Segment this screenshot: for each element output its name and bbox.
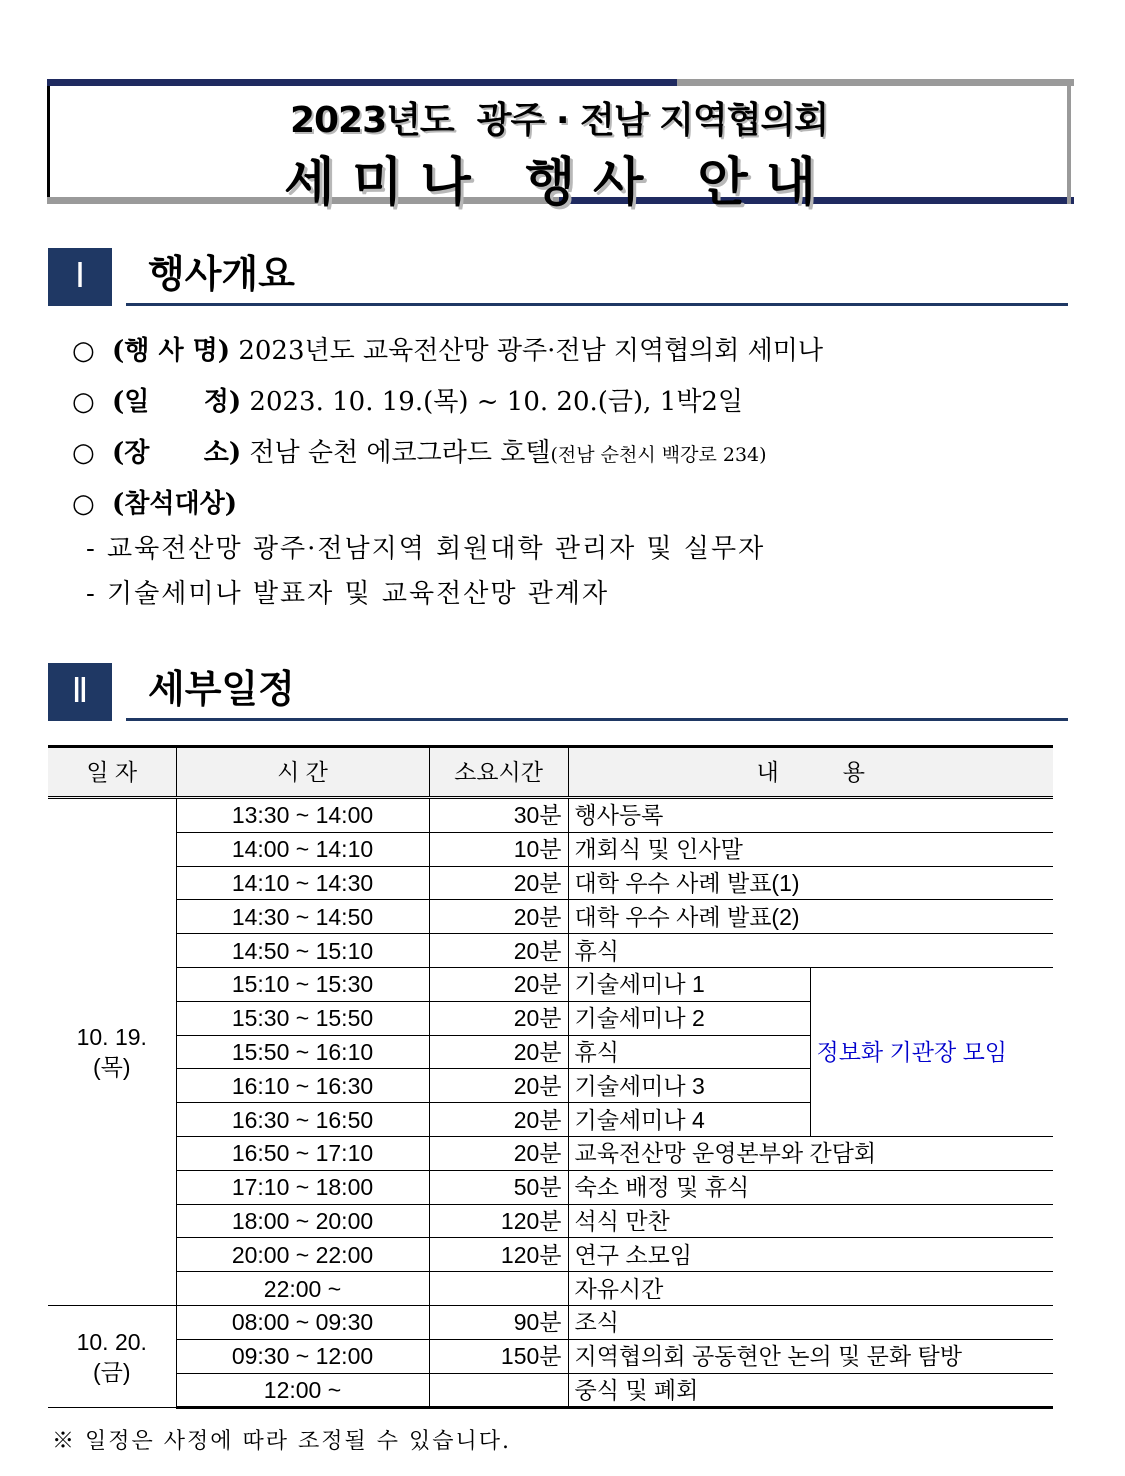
header-time: 시 간	[176, 747, 429, 798]
time-cell: 14:30 ~ 14:50	[176, 900, 429, 934]
target-item: - 기술세미나 발표자 및 교육전산망 관계자	[86, 579, 610, 609]
target-item: - 교육전산망 광주·전남지역 회원대학 관리자 및 실무자	[86, 534, 766, 564]
content-cell: 지역협의회 공동현안 논의 및 문화 탐방	[568, 1339, 1053, 1373]
header-date: 일 자	[48, 747, 176, 798]
time-cell: 15:30 ~ 15:50	[176, 1001, 429, 1035]
table-row	[48, 798, 1053, 833]
content-cell: 휴식	[568, 1035, 810, 1069]
time-cell: 09:30 ~ 12:00	[176, 1339, 429, 1373]
time-cell: 16:10 ~ 16:30	[176, 1069, 429, 1103]
section-title: 행사개요	[148, 252, 295, 296]
time-cell: 17:10 ~ 18:00	[176, 1170, 429, 1204]
overview-event-name: ○ (행 사 명) 2023년도 교육전산망 광주·전남 지역협의회 세미나	[72, 336, 824, 366]
duration-cell	[429, 1272, 568, 1306]
header-content: 내 용	[568, 747, 1053, 798]
content-cell: 연구 소모임	[568, 1238, 1053, 1272]
duration-cell: 20분	[429, 1035, 568, 1069]
section-underline	[126, 718, 1068, 721]
title-line-2: 세미나 행사 안내	[284, 153, 834, 213]
table-row	[48, 832, 1053, 866]
content-cell: 대학 우수 사례 발표(2)	[568, 900, 1053, 934]
footnote: ※ 일정은 사정에 따라 조정될 수 있습니다.	[52, 1429, 511, 1454]
time-cell: 15:50 ~ 16:10	[176, 1035, 429, 1069]
time-cell: 14:00 ~ 14:10	[176, 832, 429, 866]
content-cell: 기술세미나 2	[568, 1001, 810, 1035]
side-note-cell: 정보화 기관장 모임	[810, 967, 1053, 1136]
content-cell: 휴식	[568, 934, 1053, 968]
title-bar-decoration	[47, 79, 677, 86]
duration-cell: 20분	[429, 1069, 568, 1103]
duration-cell: 20분	[429, 1103, 568, 1137]
section-number: Ⅱ	[48, 663, 112, 721]
table-row	[48, 1238, 1053, 1272]
duration-cell: 20분	[429, 866, 568, 900]
date-cell-day2: 10. 20. (금)	[48, 1305, 176, 1407]
table-row	[48, 967, 1053, 1001]
content-cell: 숙소 배정 및 휴식	[568, 1170, 1053, 1204]
duration-cell: 120분	[429, 1204, 568, 1238]
section-underline	[126, 303, 1068, 306]
table-row	[48, 1170, 1053, 1204]
time-cell: 12:00 ~	[176, 1373, 429, 1408]
duration-cell: 120분	[429, 1238, 568, 1272]
time-cell: 14:10 ~ 14:30	[176, 866, 429, 900]
duration-cell: 20분	[429, 934, 568, 968]
content-cell: 기술세미나 1	[568, 967, 810, 1001]
header-duration: 소요시간	[429, 747, 568, 798]
table-row	[48, 1136, 1053, 1170]
time-cell: 18:00 ~ 20:00	[176, 1204, 429, 1238]
duration-cell: 30분	[429, 798, 568, 833]
content-cell: 중식 및 폐회	[568, 1373, 1053, 1408]
duration-cell: 90분	[429, 1305, 568, 1339]
overview-place: ○ (장 소) 전남 순천 에코그라드 호텔(전남 순천시 백강로 234)	[72, 438, 767, 468]
duration-cell: 20분	[429, 1001, 568, 1035]
title-bar-decoration	[677, 79, 1074, 86]
section-number: Ⅰ	[48, 248, 112, 306]
schedule-table	[48, 745, 1053, 1409]
time-cell: 14:50 ~ 15:10	[176, 934, 429, 968]
duration-cell: 150분	[429, 1339, 568, 1373]
time-cell: 20:00 ~ 22:00	[176, 1238, 429, 1272]
content-cell: 석식 만찬	[568, 1204, 1053, 1238]
content-cell: 대학 우수 사례 발표(1)	[568, 866, 1053, 900]
content-cell: 기술세미나 3	[568, 1069, 810, 1103]
content-cell: 행사등록	[568, 798, 1053, 833]
time-cell: 22:00 ~	[176, 1272, 429, 1306]
time-cell: 13:30 ~ 14:00	[176, 798, 429, 833]
time-cell: 16:50 ~ 17:10	[176, 1136, 429, 1170]
duration-cell: 50분	[429, 1170, 568, 1204]
table-row	[48, 1373, 1053, 1408]
table-row	[48, 1305, 1053, 1339]
overview-target: ○ (참석대상)	[72, 489, 238, 519]
content-cell: 교육전산망 운영본부와 간담회	[568, 1136, 1053, 1170]
content-cell: 기술세미나 4	[568, 1103, 810, 1137]
content-cell: 개회식 및 인사말	[568, 832, 1053, 866]
title-box	[47, 79, 1071, 213]
duration-cell	[429, 1373, 568, 1408]
section-header-schedule	[48, 663, 1068, 721]
table-row	[48, 1339, 1053, 1373]
time-cell: 15:10 ~ 15:30	[176, 967, 429, 1001]
table-row	[48, 866, 1053, 900]
section-header-overview	[48, 248, 1068, 306]
content-cell: 자유시간	[568, 1272, 1053, 1306]
duration-cell: 20분	[429, 967, 568, 1001]
section-title: 세부일정	[148, 667, 295, 711]
duration-cell: 10분	[429, 832, 568, 866]
table-row	[48, 900, 1053, 934]
table-row	[48, 1204, 1053, 1238]
duration-cell: 20분	[429, 900, 568, 934]
title-line-1: 2023년도 광주 · 전남 지역협의회	[289, 100, 829, 141]
overview-date: ○ (일 정) 2023. 10. 19.(목) ~ 10. 20.(금), 1박2일	[72, 387, 744, 417]
table-row	[48, 1272, 1053, 1306]
time-cell: 16:30 ~ 16:50	[176, 1103, 429, 1137]
date-cell-day1: 10. 19. (목)	[48, 798, 176, 1306]
content-cell: 조식	[568, 1305, 1053, 1339]
table-header-row	[48, 747, 1053, 798]
table-row	[48, 934, 1053, 968]
duration-cell: 20분	[429, 1136, 568, 1170]
time-cell: 08:00 ~ 09:30	[176, 1305, 429, 1339]
